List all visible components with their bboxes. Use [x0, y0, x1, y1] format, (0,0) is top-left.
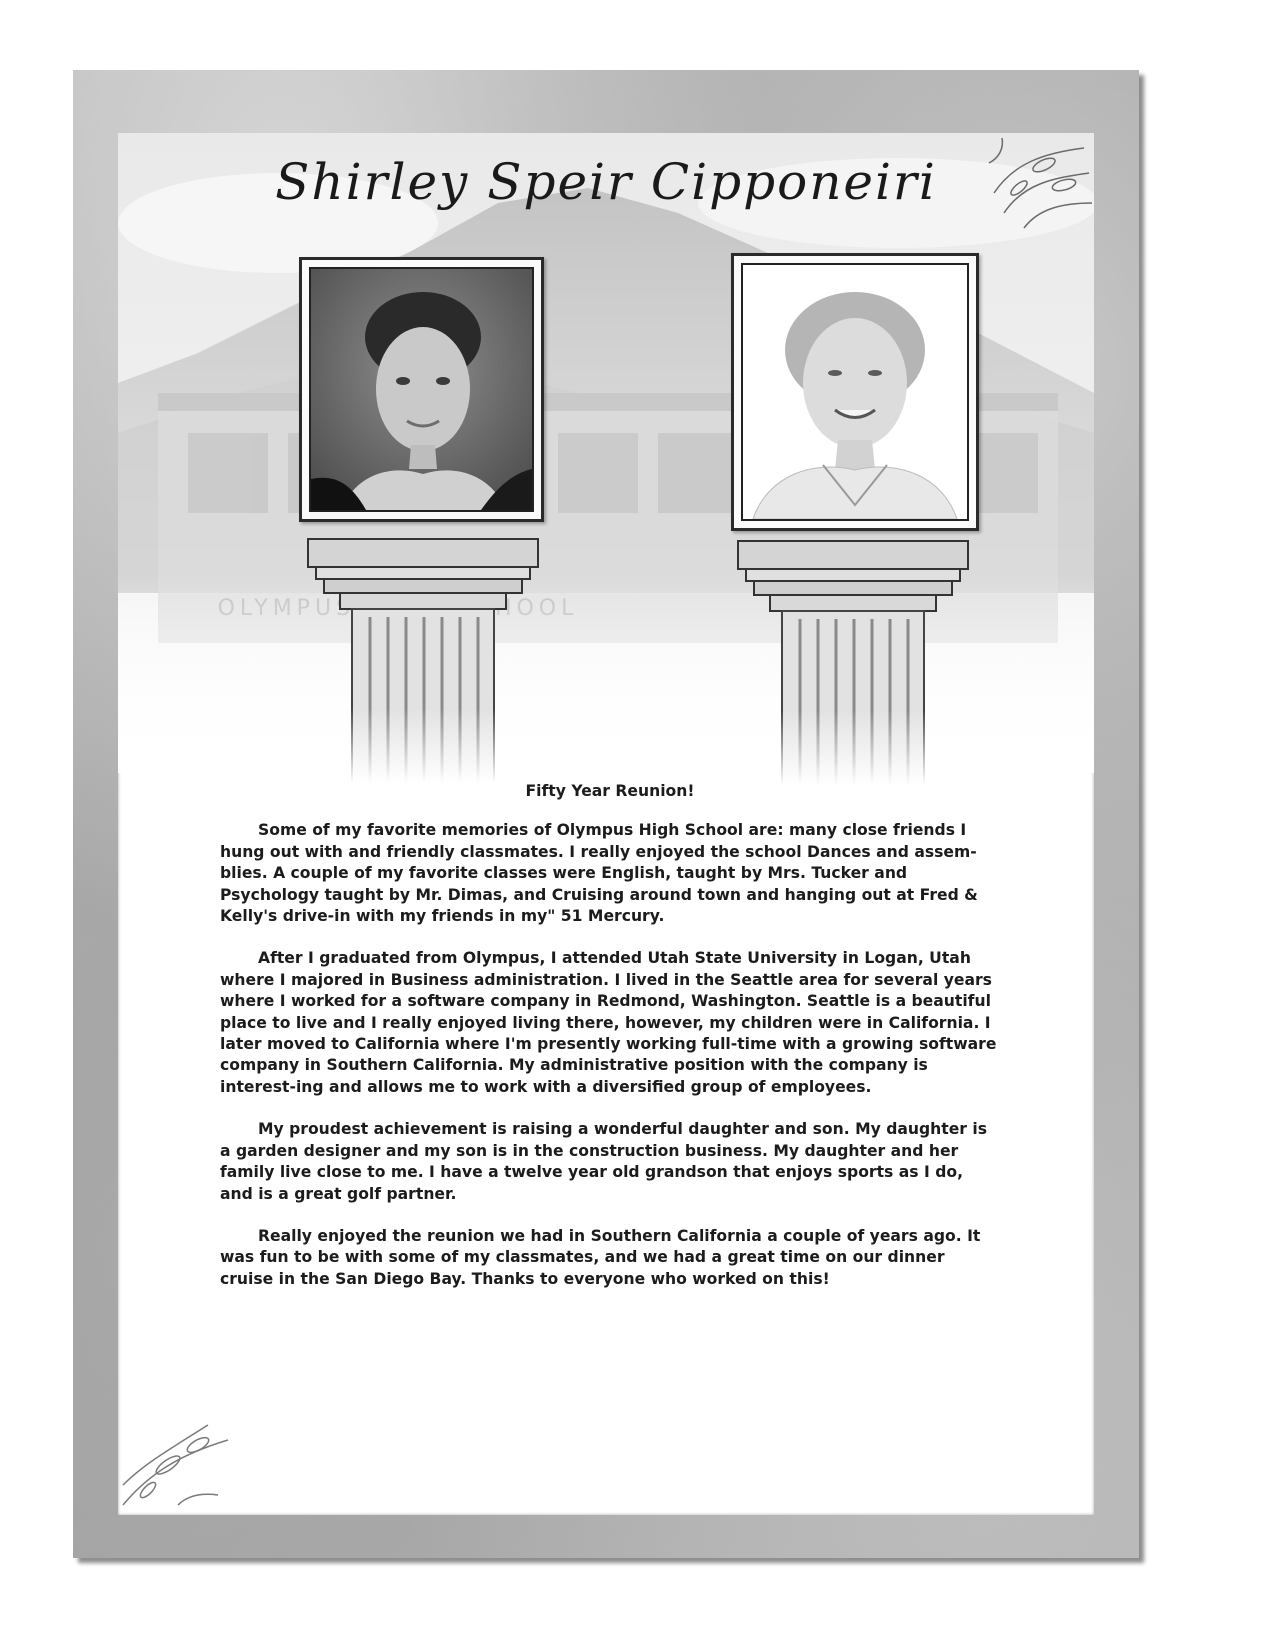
article-body	[220, 781, 1000, 1311]
article-paragraph: Really enjoyed the reunion we had in Southern California a couple of years ago. It was fun to be with some of my classmates, and we had a great time on our dinner cruise in the San Diego Bay. Thanks to everyone who worked on this!	[220, 1226, 981, 1288]
page-title: Shirley Speir Cipponeiri	[275, 153, 937, 211]
article-paragraph: My proudest achievement is raising a wonderful daughter and son. My daughter is a garden designer and my son is in the construction business. My daughter and her family live close to me. I have a twelve year old grandson that enjoys sports as I do, and is a great golf partner.	[220, 1120, 988, 1203]
bottom-left-flourish	[118, 1395, 238, 1515]
right-pillar	[732, 535, 974, 785]
left-pillar	[302, 533, 544, 783]
page-border-frame	[73, 70, 1139, 1558]
article-paragraph: Some of my favorite memories of Olympus High School are: many close friends I hung out with and friendly classmates. I really enjoyed the school Dances and assem-blies. A couple of my favorite classes were English, taught by Mrs. Tucker and Psychology taught by Mr. Dimas, and Cruising around town and hanging out at Fred & Kelly's drive-in with my friends in my" 51 Mercury.	[220, 821, 978, 926]
yearbook-photo	[309, 267, 534, 512]
smiling-woman-portrait-image	[743, 265, 967, 519]
content-panel	[118, 133, 1094, 1515]
young-woman-portrait-image	[311, 269, 532, 510]
article-paragraph: After I graduated from Olympus, I attended Utah State University in Logan, Utah where I majored in Business administration. I lived in the Seattle area for several years where I worked for a software company in Redmond, Washington. Seattle is a beautiful place to live and I really enjoyed living there, however, my children were in California. I later moved to California where I'm presently working full-time with a growing software company in Southern California. My administrative position with the company is interest-ing and allows me to work with a diversified group of employees.	[220, 949, 997, 1096]
current-photo-frame	[731, 253, 979, 531]
current-photo	[741, 263, 969, 521]
article-heading: Fifty Year Reunion!	[525, 782, 695, 800]
yearbook-photo-frame	[299, 257, 544, 522]
